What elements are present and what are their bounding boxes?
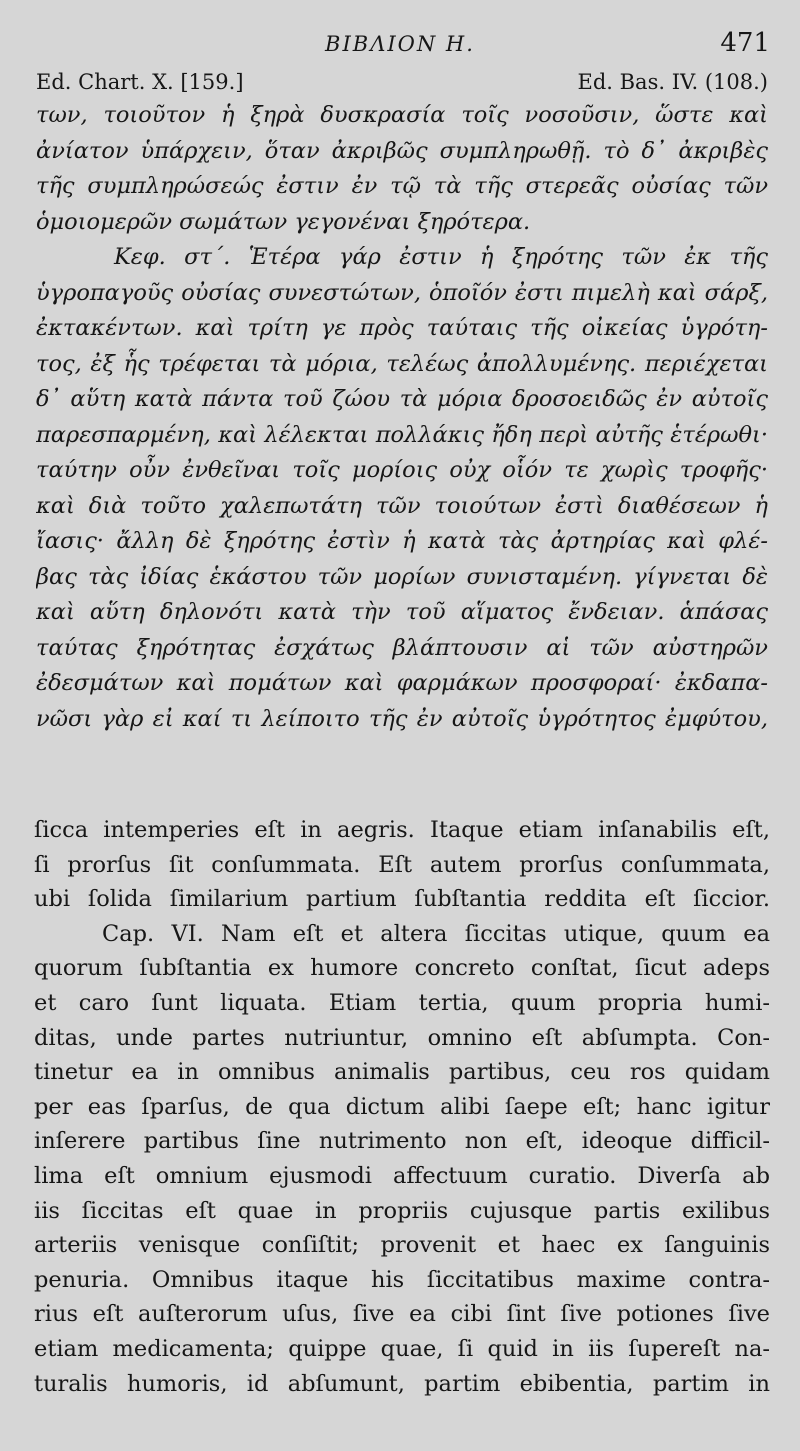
latin-line: rius eſt auſterorum uſus, ſive ea cibi ſint ſive potiones ſive	[34, 1301, 770, 1328]
greek-text-block	[36, 98, 768, 737]
greek-line: ταύτας ξηρότητας ἐσχάτως βλάπτουσιν αἱ τῶν αὐστηρῶν	[36, 634, 768, 661]
latin-line: ſicca intemperies eſt in aegris. Itaque etiam inſanabilis eſt,	[34, 817, 770, 843]
greek-line: ταύτην οὖν ἐνθεῖναι τοῖς μορίοις οὐχ οἷόν τε χωρὶς τροφῆς·	[36, 457, 768, 483]
greek-line: ἐδεσμάτων καὶ πομάτων καὶ φαρμάκων προσφοραί· ἐκδαπα-	[36, 670, 768, 696]
latin-line: inſerere partibus ſine nutrimento non eſt, ideoque difficil-	[34, 1128, 770, 1155]
latin-line: et caro ſunt liquata. Etiam tertia, quum propria humi-	[34, 989, 770, 1016]
greek-line: ὁμοιομερῶν σωμάτων γεγονέναι ξηρότερα.	[36, 208, 531, 235]
greek-line: βας τὰς ἰδίας ἑκάστου τῶν μορίων συνισταμένη. γίγνεται δὲ	[36, 563, 768, 590]
greek-line: παρεσπαρμένη, καὶ λέλεκται πολλάκις ἤδη περὶ αὐτῆς ἑτέρωθι·	[36, 421, 768, 448]
greek-line: ἐκτακέντων. καὶ τρίτη γε πρὸς ταύταις τῆς οἰκείας ὑγρότη-	[36, 315, 768, 341]
latin-line: etiam medicamenta; quippe quae, ſi quid in iis ſupereſt na-	[34, 1335, 770, 1362]
latin-line: quorum ſubſtantia ex humore concreto conſtat, ſicut adeps	[34, 955, 770, 982]
latin-line: arteriis venisque conſiſtit; provenit et haec ex ſanguinis	[34, 1232, 770, 1259]
greek-chapter-heading-line: Κεφ. στ΄. Ἑτέρα γάρ ἐστιν ἡ ξηρότης τῶν ἐκ τῆς	[114, 244, 768, 270]
latin-line: tinetur ea in omnibus animalis partibus, ceu ros quidam	[34, 1059, 770, 1086]
greek-line: νῶσι γὰρ εἰ καί τι λείποιτο τῆς ἐν αὐτοῖς ὑγρότητος ἐμφύτου,	[36, 705, 768, 732]
greek-line: καὶ διὰ τοῦτο χαλεπωτάτη τῶν τοιούτων ἐστὶ διαθέσεων ἡ	[36, 492, 768, 519]
greek-line: των, τοιοῦτον ἡ ξηρὰ δυσκρασία τοῖς νοσοῦσιν, ὥστε καὶ	[36, 102, 768, 128]
latin-line: ubi ſolida ſimilarium partium ſubſtantia reddita eſt ſiccior.	[34, 886, 770, 913]
latin-line: per eas ſparſus, de qua dictum alibi ſaepe eſt; hanc igitur	[34, 1093, 770, 1120]
greek-line: ἀνίατον ὑπάρχειν, ὅταν ἀκριβῶς συμπληρωθῇ. τὸ δ᾽ ἀκριβὲς	[36, 137, 768, 164]
running-title: BIBΛION H.	[325, 32, 475, 56]
latin-line: penuria. Omnibus itaque his ſiccitatibus maxime contra-	[34, 1266, 770, 1293]
latin-line: ditas, unde partes nutriuntur, omnino eſt abſumpta. Con-	[34, 1024, 770, 1051]
page-header	[0, 22, 800, 66]
latin-line: lima eſt omnium ejusmodi affectuum curatio. Diverſa ab	[34, 1162, 770, 1189]
greek-line: τος, ἐξ ἧς τρέφεται τὰ μόρια, τελέως ἀπολλυμένης. περιέχεται	[36, 350, 768, 377]
chartier-edition-ref: Ed. Chart. X. [159.]	[36, 70, 244, 94]
latin-line: ſi prorſus ſit conſummata. Eſt autem prorſus conſummata,	[34, 851, 770, 878]
greek-line: δ᾽ αὕτη κατὰ πάντα τοῦ ζώου τὰ μόρια δροσοειδῶς ἐν αὐτοῖς	[36, 386, 768, 412]
latin-chapter-heading-line: Cap. VI. Nam eſt et altera ſiccitas utique, quum ea	[102, 920, 770, 947]
latin-text-block	[34, 813, 770, 1401]
greek-line: ἴασις· ἄλλη δὲ ξηρότης ἐστὶν ἡ κατὰ τὰς ἀρτηρίας καὶ φλέ-	[36, 528, 768, 554]
greek-line: τῆς συμπληρώσεώς ἐστιν ἐν τῷ τὰ τῆς στερεᾶς οὐσίας τῶν	[36, 173, 768, 199]
edition-references	[36, 70, 768, 100]
greek-line: ὑγροπαγοῦς οὐσίας συνεστώτων, ὁποῖόν ἐστι πιμελὴ καὶ σάρξ,	[36, 279, 768, 306]
page-number: 471	[720, 28, 770, 58]
basel-edition-ref: Ed. Bas. IV. (108.)	[577, 70, 768, 94]
latin-line: iis ſiccitas eſt quae in propriis cujusque partis exilibus	[34, 1197, 770, 1224]
latin-line: turalis humoris, id abſumunt, partim ebibentia, partim in	[34, 1370, 770, 1397]
greek-line: καὶ αὕτη δηλονότι κατὰ τὴν τοῦ αἵματος ἔνδειαν. ἁπάσας	[36, 599, 768, 625]
